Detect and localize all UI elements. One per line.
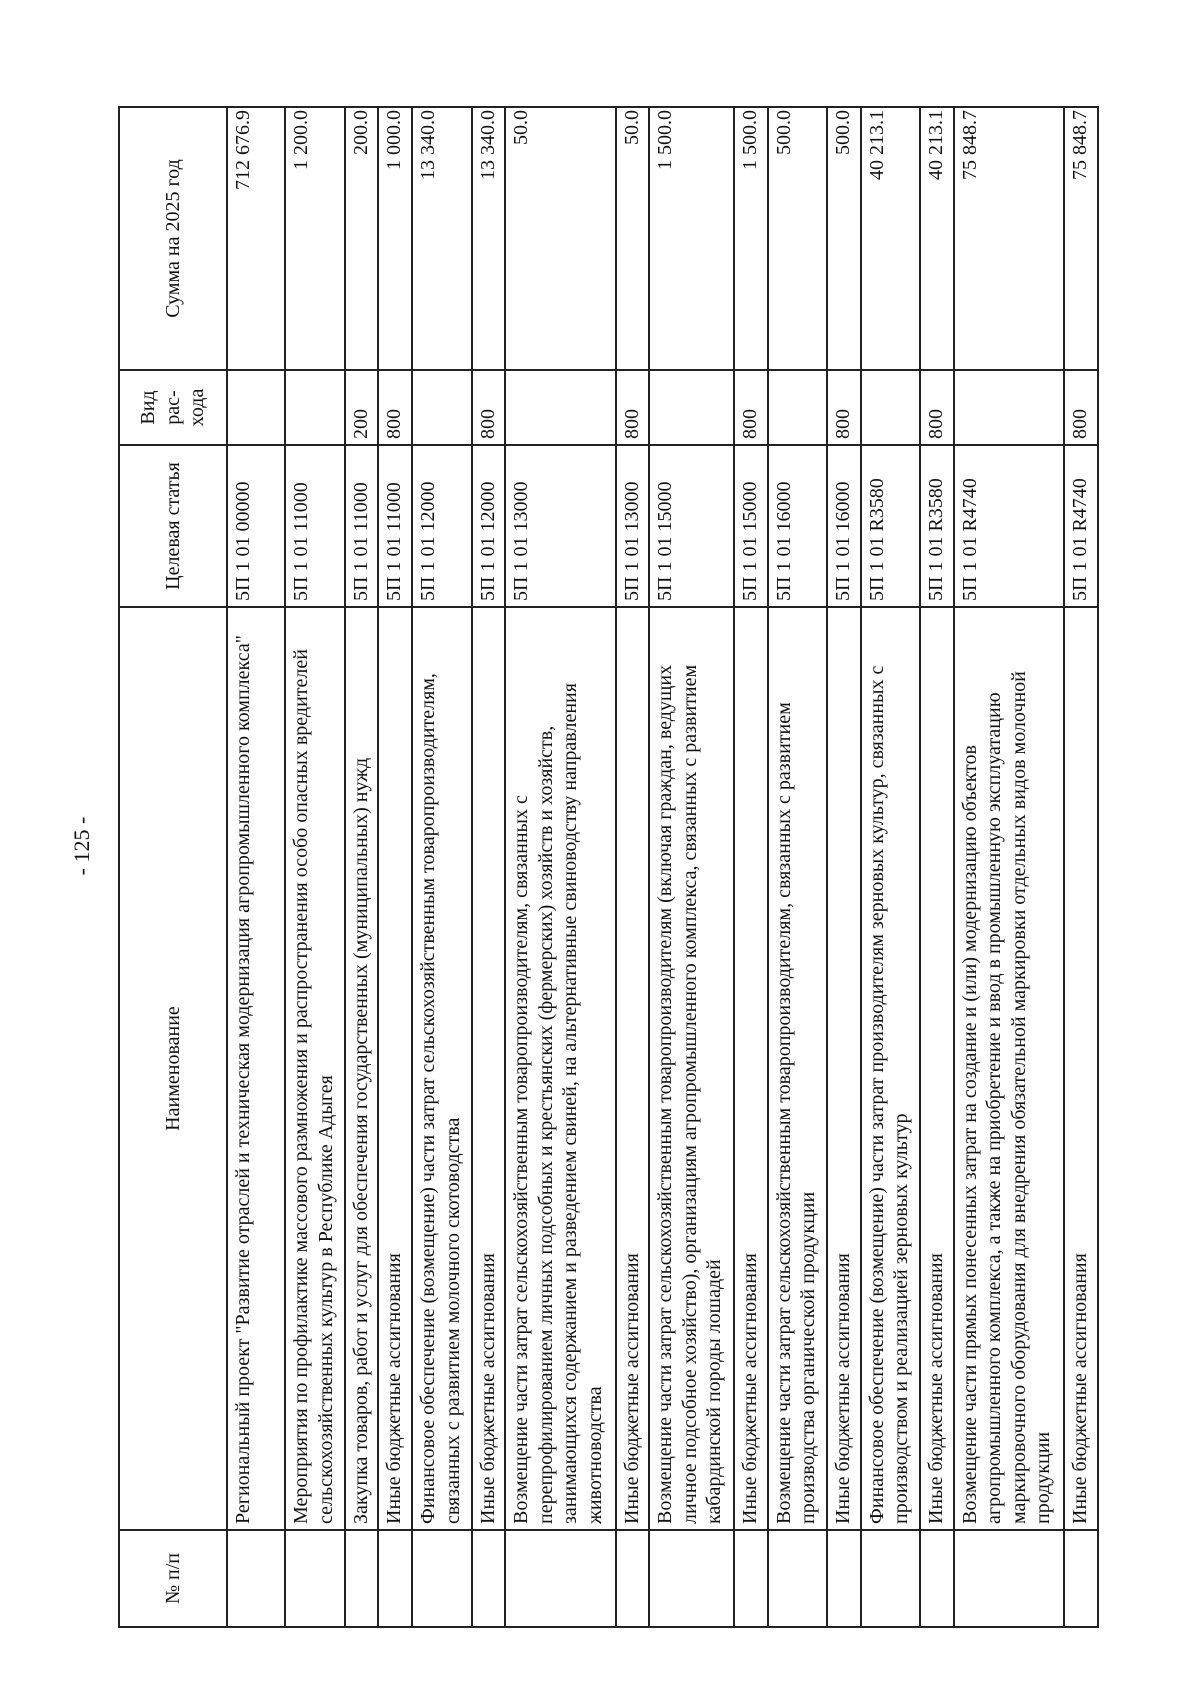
table-row	[378, 107, 412, 1627]
table-row	[649, 107, 734, 1627]
cell-type	[954, 370, 1064, 445]
cell-num	[378, 1530, 412, 1627]
cell-num	[472, 1530, 506, 1627]
cell-name: Иные бюджетные ассигнования	[920, 607, 954, 1530]
table-row	[412, 107, 471, 1627]
cell-target: 5П 1 01 15000	[734, 445, 768, 607]
cell-name: Возмещение части затрат сельскохозяйственным товаропроизводителям, связанных с развитием производства органической продукции	[768, 607, 827, 1530]
cell-target: 5П 1 01 12000	[472, 445, 506, 607]
cell-target: 5П 1 01 R3580	[920, 445, 954, 607]
cell-target: 5П 1 01 13000	[505, 445, 615, 607]
cell-num	[227, 1530, 285, 1627]
cell-type: 800	[1064, 370, 1098, 445]
cell-type	[505, 370, 615, 445]
cell-name: Возмещение части прямых понесенных затрат на создание и (или) модернизацию объектов агропромышленного комплекса, а также на приобретение и ввод в промышленную эксплуатацию маркировочного оборудования для внедрения обязательной маркировки отдельных видов молочной продукции	[954, 607, 1064, 1530]
cell-type	[227, 370, 285, 445]
table-row	[954, 107, 1064, 1627]
cell-num	[954, 1530, 1064, 1627]
cell-type	[285, 370, 344, 445]
cell-target: 5П 1 01 11000	[285, 445, 344, 607]
cell-type: 800	[378, 370, 412, 445]
cell-num	[345, 1530, 379, 1627]
cell-type	[649, 370, 734, 445]
cell-target: 5П 1 01 R3580	[861, 445, 920, 607]
table-row	[616, 107, 650, 1627]
cell-name: Иные бюджетные ассигнования	[616, 607, 650, 1530]
table-row	[768, 107, 827, 1627]
cell-sum: 13 340.0	[412, 107, 471, 370]
cell-num	[649, 1530, 734, 1627]
cell-num	[827, 1530, 861, 1627]
cell-type: 800	[827, 370, 861, 445]
cell-target: 5П 1 01 R4740	[1064, 445, 1098, 607]
table-row	[345, 107, 379, 1627]
cell-num	[861, 1530, 920, 1627]
cell-target: 5П 1 01 15000	[649, 445, 734, 607]
cell-sum: 50.0	[616, 107, 650, 370]
cell-name: Финансовое обеспечение (возмещение) части затрат сельскохозяйственным товаропроизводителям, связанных с развитием молочного скотоводства	[412, 607, 471, 1530]
cell-name: Возмещение части затрат сельскохозяйственным товаропроизводителям (включая граждан, ведущих личное подсобное хозяйство), организациям агропромышленного комплекса, связанных с развитием кабардинской породы лошадей	[649, 607, 734, 1530]
cell-name: Иные бюджетные ассигнования	[827, 607, 861, 1530]
cell-type	[412, 370, 471, 445]
cell-sum: 50.0	[505, 107, 615, 370]
cell-type: 800	[734, 370, 768, 445]
page-number: - 125 -	[69, 816, 94, 876]
cell-sum: 40 213.1	[861, 107, 920, 370]
cell-target: 5П 1 01 R4740	[954, 445, 1064, 607]
cell-type	[768, 370, 827, 445]
cell-sum: 1 500.0	[649, 107, 734, 370]
cell-name: Мероприятия по профилактике массового размножения и распространения особо опасных вредителей сельскохозяйственных культур в Республике Адыгея	[285, 607, 344, 1530]
table-row	[827, 107, 861, 1627]
cell-target: 5П 1 01 00000	[227, 445, 285, 607]
cell-name: Иные бюджетные ассигнования	[378, 607, 412, 1530]
table-row	[734, 107, 768, 1627]
cell-name: Закупка товаров, работ и услуг для обеспечения государственных (муниципальных) нужд	[345, 607, 379, 1530]
cell-sum: 40 213.1	[920, 107, 954, 370]
cell-target: 5П 1 01 12000	[412, 445, 471, 607]
table-row	[861, 107, 920, 1627]
header-num: № п/п	[119, 1530, 227, 1627]
cell-num	[412, 1530, 471, 1627]
header-name: Наименование	[119, 607, 227, 1530]
cell-sum: 200.0	[345, 107, 379, 370]
budget-table-sheet	[118, 108, 1099, 1628]
cell-name: Иные бюджетные ассигнования	[1064, 607, 1098, 1530]
table-header-row	[119, 107, 227, 1627]
cell-target: 5П 1 01 11000	[378, 445, 412, 607]
cell-sum: 1 500.0	[734, 107, 768, 370]
cell-num	[734, 1530, 768, 1627]
cell-sum: 712 676.9	[227, 107, 285, 370]
cell-target: 5П 1 01 16000	[768, 445, 827, 607]
cell-target: 5П 1 01 16000	[827, 445, 861, 607]
cell-sum: 75 848.7	[1064, 107, 1098, 370]
table-row	[227, 107, 285, 1627]
cell-name: Иные бюджетные ассигнования	[734, 607, 768, 1530]
cell-target: 5П 1 01 11000	[345, 445, 379, 607]
table-row	[285, 107, 344, 1627]
cell-num	[920, 1530, 954, 1627]
cell-type: 800	[920, 370, 954, 445]
cell-num	[505, 1530, 615, 1627]
header-type: Вид рас-хода	[119, 370, 227, 445]
cell-target: 5П 1 01 13000	[616, 445, 650, 607]
table-row	[920, 107, 954, 1627]
cell-sum: 13 340.0	[472, 107, 506, 370]
cell-sum: 75 848.7	[954, 107, 1064, 370]
header-target: Целевая статья	[119, 445, 227, 607]
cell-num	[1064, 1530, 1098, 1627]
budget-table	[118, 106, 1099, 1628]
table-row	[505, 107, 615, 1627]
cell-num	[285, 1530, 344, 1627]
cell-type	[861, 370, 920, 445]
cell-sum: 500.0	[827, 107, 861, 370]
cell-name: Иные бюджетные ассигнования	[472, 607, 506, 1530]
cell-num	[768, 1530, 827, 1627]
header-sum: Сумма на 2025 год	[119, 107, 227, 370]
cell-name: Возмещение части затрат сельскохозяйственным товаропроизводителям, связанных с перепрофилированием личных подсобных и крестьянских (фермерских) хозяйств и хозяйств, занимающихся содержанием и разведением свиней, на альтернативные свиноводству направления животноводства	[505, 607, 615, 1530]
cell-sum: 1 000.0	[378, 107, 412, 370]
cell-type: 800	[472, 370, 506, 445]
cell-name: Финансовое обеспечение (возмещение) части затрат производителям зерновых культур, связанных с производством и реализацией зерновых культур	[861, 607, 920, 1530]
cell-type: 200	[345, 370, 379, 445]
cell-num	[616, 1530, 650, 1627]
cell-name: Региональный проект "Развитие отраслей и техническая модернизация агропромышленного комплекса"	[227, 607, 285, 1530]
table-row	[472, 107, 506, 1627]
cell-sum: 500.0	[768, 107, 827, 370]
table-row	[1064, 107, 1098, 1627]
cell-sum: 1 200.0	[285, 107, 344, 370]
cell-type: 800	[616, 370, 650, 445]
